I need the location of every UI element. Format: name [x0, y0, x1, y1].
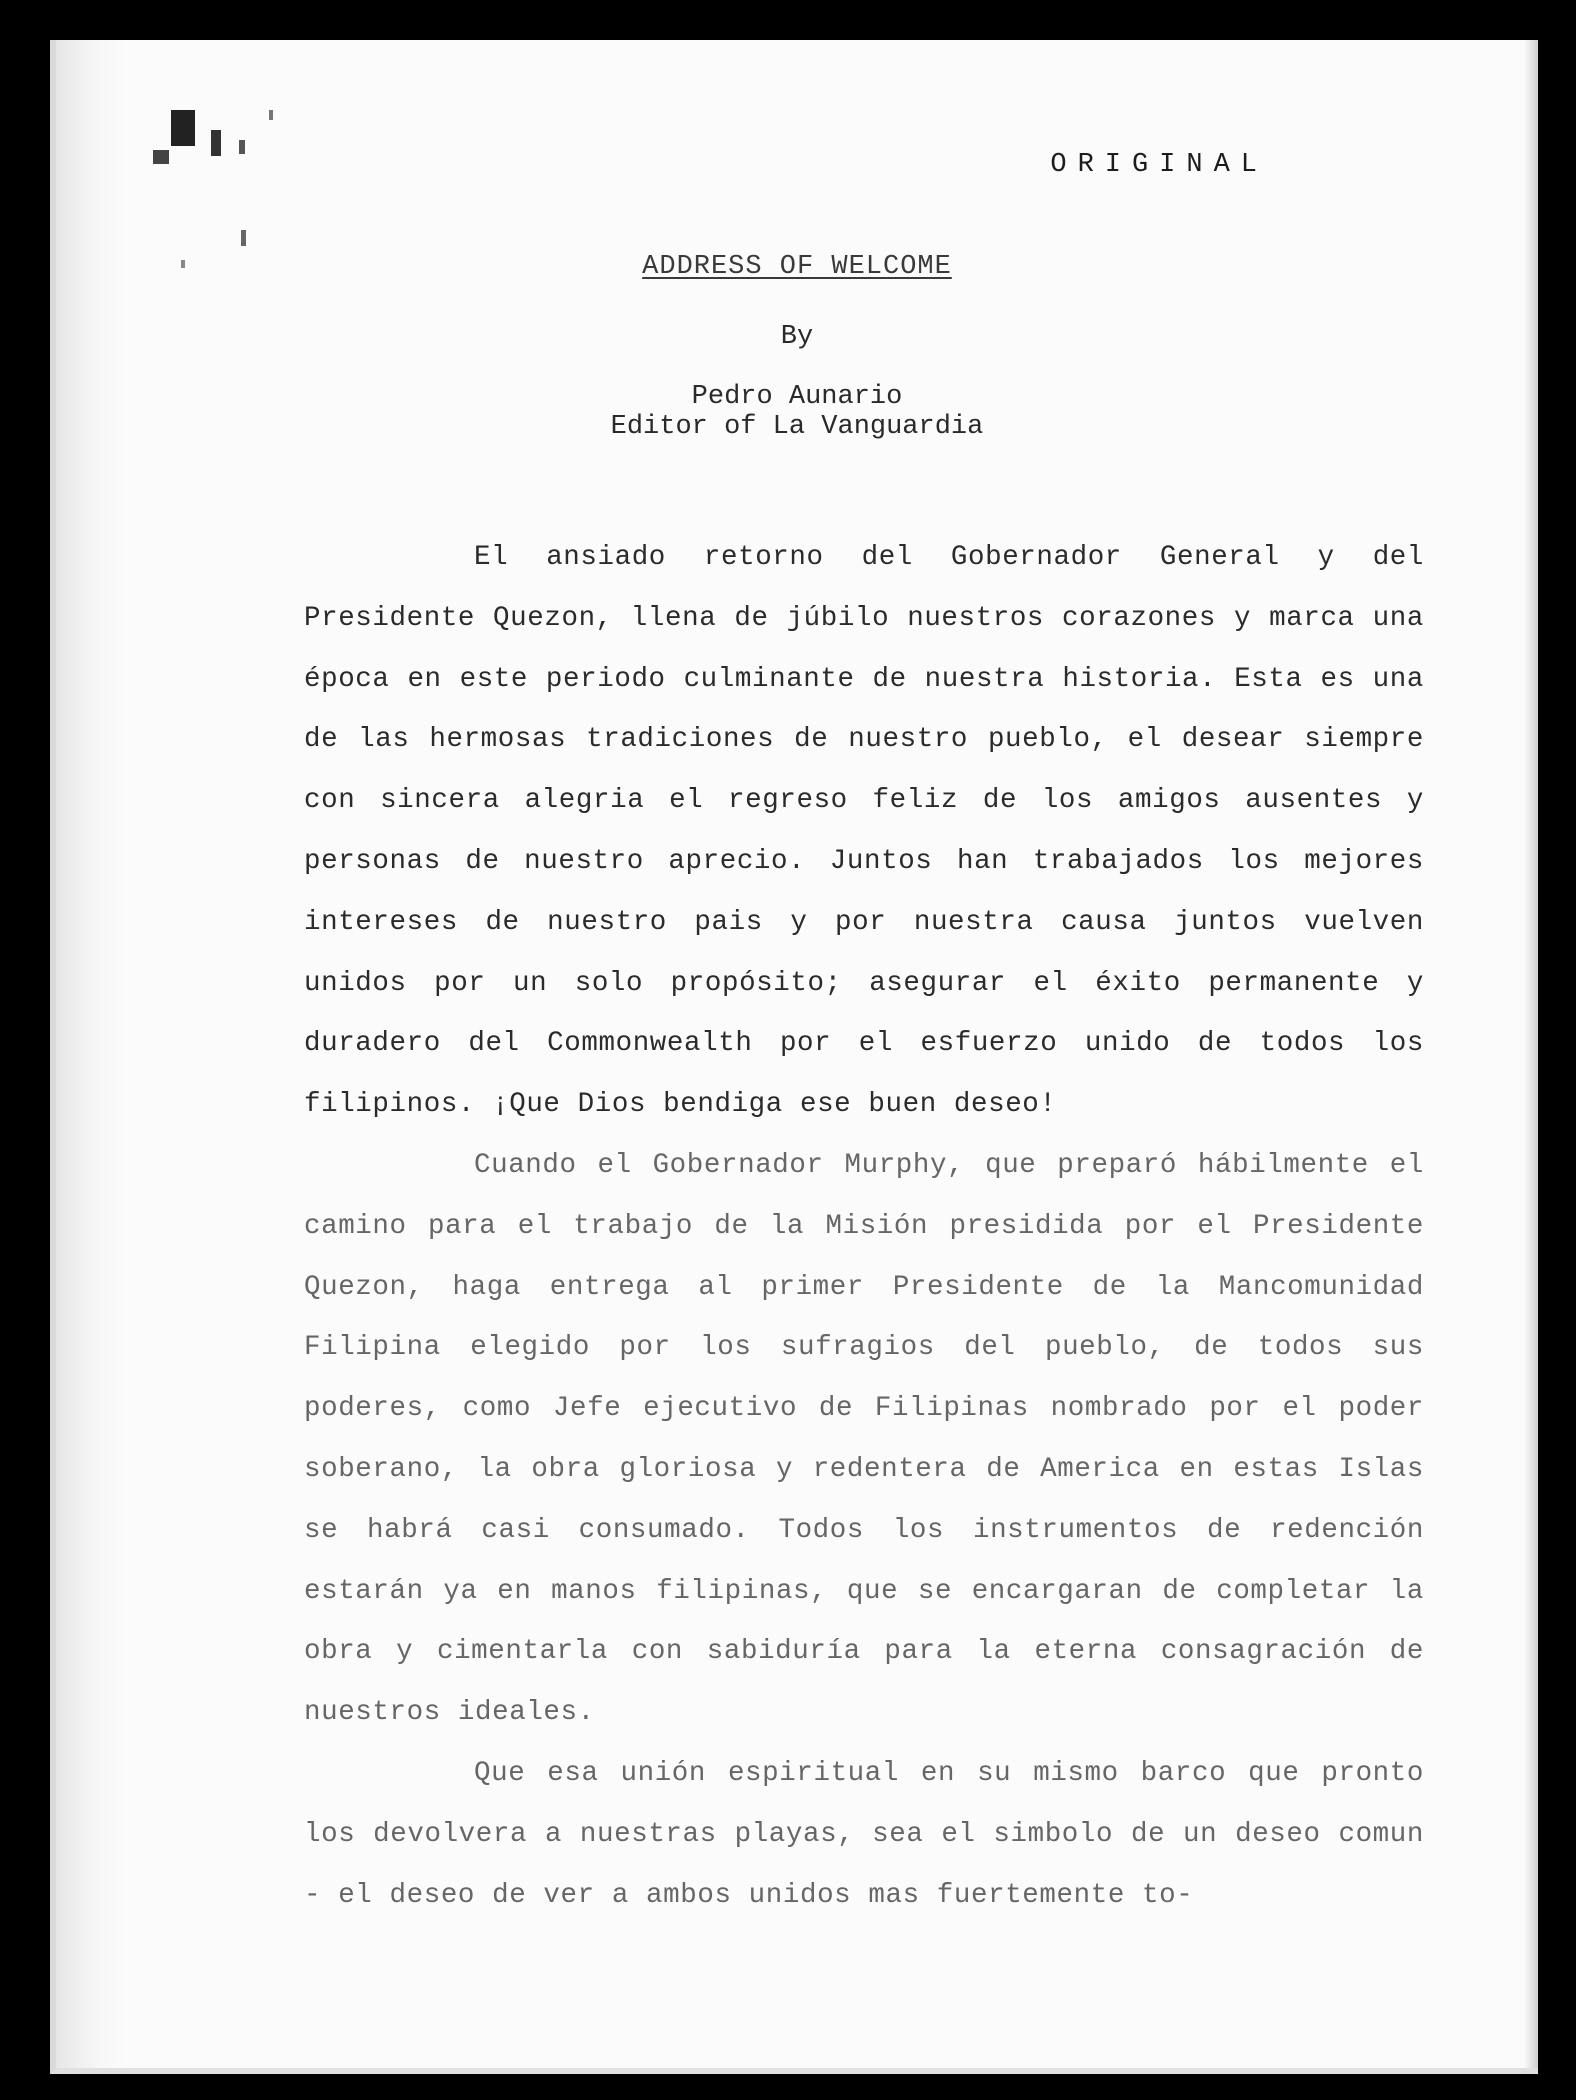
- document-page: [50, 40, 1538, 2074]
- paragraph-3: Que esa unión espiritual en su mismo barco que pronto los devolvera a nuestras playas, sea el simbolo de un deseo comun - el deseo de ver a ambos unidos mas fuertemente to-: [304, 1757, 1424, 1911]
- author-name: Pedro Aunario: [691, 382, 903, 412]
- paragraph-1: El ansiado retorno del Gobernador General y del Presidente Quezon, llena de júbilo nuestros corazones y marca una época en este periodo culminante de nuestra historia. Esta es una de las hermosas tradiciones de nuestro pueblo, el desear siempre con sincera alegria el regreso feliz de los amigos ausentes y personas de nuestro aprecio. Juntos han trabajados los mejores intereses de nuestro pais y por nuestra causa juntos vuelven unidos por un solo propósito; asegurar el éxito permanente y duradero del Commonwealth por el esfuerzo unido de todos los filipinos. ¡Que Dios bendiga ese buen deseo!: [304, 542, 1424, 1121]
- body-text: [304, 528, 1424, 1926]
- document-title-text: ADDRESS OF WELCOME: [642, 252, 952, 282]
- byline: By: [780, 322, 814, 352]
- torn-corner-marks: [151, 80, 311, 320]
- author-block: [56, 382, 1538, 442]
- document-title: [56, 252, 1538, 282]
- paragraph-2: Cuando el Gobernador Murphy, que preparó hábilmente el camino para el trabajo de la Misión presidida por el Presidente Quezon, haga entrega al primer Presidente de la Mancomunidad Filipina elegido por los sufragios del pueblo, de todos sus poderes, como Jefe ejecutivo de Filipinas nombrado por el poder soberano, la obra gloriosa y redentera de America en estas Islas se habrá casi consumado. Todos los instrumentos de redención estarán ya en manos filipinas, que se encargaran de completar la obra y cimentarla con sabiduría para la eterna consagración de nuestros ideales.: [304, 1149, 1424, 1729]
- author-role: Editor of La Vanguardia: [610, 412, 984, 442]
- original-stamp: ORIGINAL: [1050, 150, 1268, 180]
